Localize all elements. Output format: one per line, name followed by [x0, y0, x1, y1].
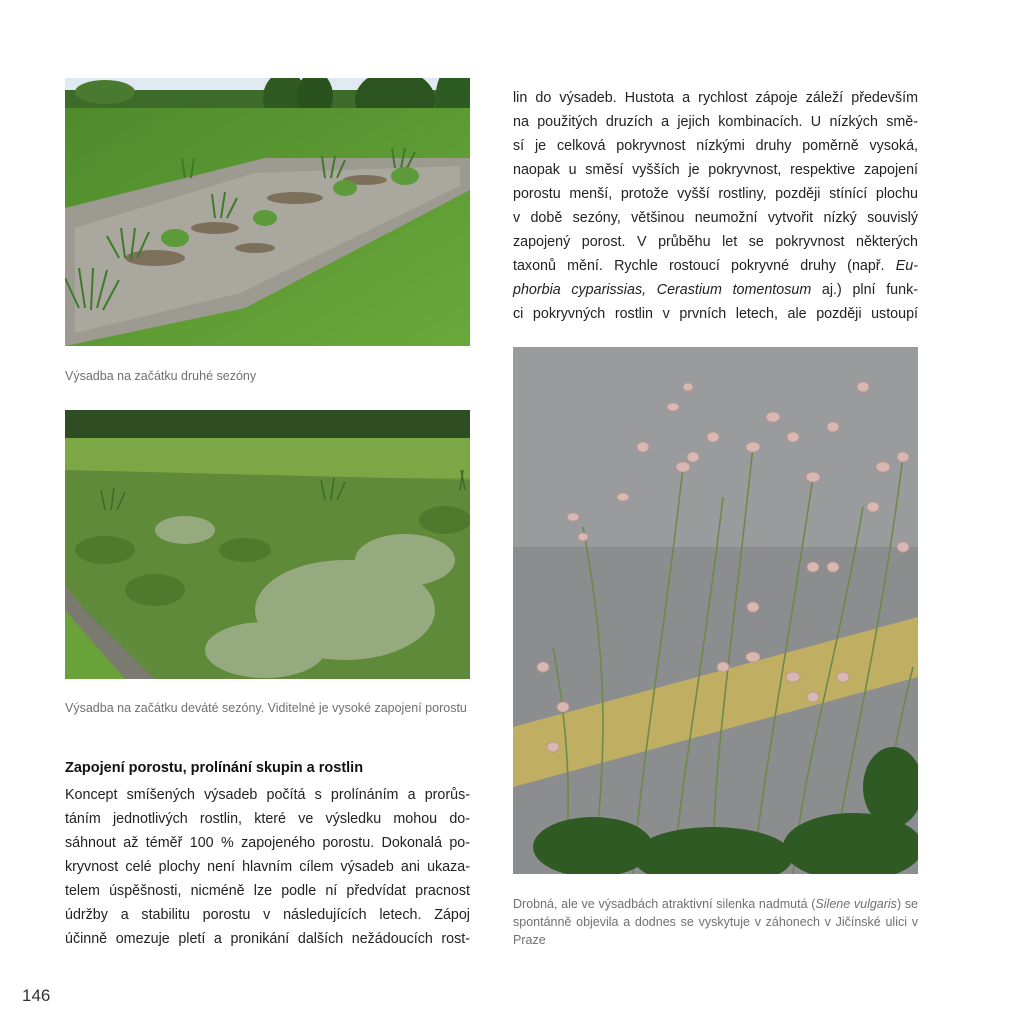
text-line: telem úspěšnosti, nicméně lze podle ní předvídat pracnost: [65, 883, 470, 899]
text-line: sí je celková pokryvnost nízkými druhy poměrně vysoká,: [513, 138, 918, 154]
section-heading: Zapojení porostu, prolínání skupin a rostlin: [65, 760, 364, 776]
italic-species-name: Silene vulgaris: [815, 897, 897, 911]
right-column-text: [513, 86, 918, 326]
text-line: účinně omezuje pletí a pronikání dalších nežádoucích rost-: [65, 931, 470, 947]
italic-species-name: phorbia cyparissias, Cerastium tomentosum: [513, 282, 812, 298]
garden-bed-dense-image: [65, 410, 470, 679]
silene-flower-photo: [513, 347, 918, 874]
silene-flower-image: [513, 347, 918, 874]
text-line: sáhnout až téměř 100 % zapojeného porostu. Dokonalá po-: [65, 835, 470, 851]
caption-segment: Drobná, ale ve výsadbách atraktivní silenka nadmutá (: [513, 897, 816, 911]
left-column-text: [65, 783, 470, 951]
page-number: 146: [22, 986, 51, 1005]
text-line: kryvnost celé plochy není hlavním cílem výsadeb ani ukaza-: [65, 859, 470, 875]
text-line: Koncept smíšených výsadeb počítá s prolínáním a prorůs-: [65, 787, 470, 803]
text-line: porostu menší, protože vyšší rostliny, později stínící plochu: [513, 186, 918, 202]
text-line: zapojený porost. V průběhu let se pokryvnost některých: [513, 234, 918, 250]
text-line: naopak u směsí vyšších je pokryvnost, respektive zapojení: [513, 162, 918, 178]
text-line: v době sezóny, většinou neumožní vytvořit nízký souvislý: [513, 210, 918, 226]
photo-caption-early-season: Výsadba na začátku druhé sezóny: [65, 369, 257, 383]
text-line: lin do výsadeb. Hustota a rychlost zápoje záleží především: [513, 90, 918, 106]
text-segment: aj.) plní funk-: [811, 282, 918, 298]
caption-segment: ) se spontánně objevila a dodnes se vyskytuje v záhonech v Jičínské ulici v Praze: [513, 897, 918, 947]
italic-species-name: Eu-: [895, 258, 918, 274]
garden-bed-photo-early: [65, 78, 470, 346]
text-line: [513, 278, 918, 302]
garden-bed-photo-ninth-season: [65, 410, 470, 679]
text-line: ci pokryvných rostlin v prvních letech, ale později ustoupí: [513, 306, 918, 322]
text-line: [513, 254, 918, 278]
text-line: údržby a stabilitu porostu v následujících letech. Zápoj: [65, 907, 470, 923]
garden-bed-image: [65, 78, 470, 346]
photo-caption-silene: [513, 895, 918, 949]
text-line: táním jednotlivých rostlin, které ve výsledku mohou do-: [65, 811, 470, 827]
text-segment: taxonů mění. Rychle rostoucí pokryvné druhy (např.: [513, 258, 885, 274]
text-line: na použitých druzích a jejich kombinacích. U nízkých smě-: [513, 114, 918, 130]
photo-caption-ninth-season: Výsadba na začátku deváté sezóny. Viditelné je vysoké zapojení porostu: [65, 701, 467, 715]
